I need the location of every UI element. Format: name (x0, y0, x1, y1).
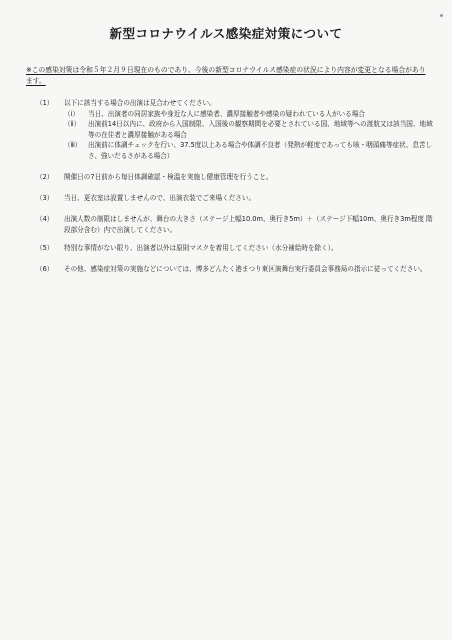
sub-item-3 (64, 140, 436, 161)
item-number: （6） (36, 265, 54, 273)
item-number: （5） (36, 244, 54, 252)
page-title: 新型コロナウイルス感染症対策について (109, 26, 343, 41)
item-text: 特別な事情がない限り、出演者以外は原則マスクを着用してください（水分補給時を除く）。 (64, 244, 338, 252)
item-text: 当日、更衣室は設置しませんので、出演衣装でご来場ください。 (64, 194, 256, 202)
sub-item-text: 当日、出演者の同居家族や身近な人に感染者、濃厚接触者や感染の疑われている人がいる場合 (88, 109, 365, 118)
item-body (64, 98, 436, 161)
sub-item-mark: （ⅲ） (64, 141, 82, 149)
scan-speck (440, 14, 443, 17)
disclaimer-note: ※この感染対策は令和５年２月９日現在のものであり、今後の新型コロナウイルス感染症の状況により内容が変更となる場合があります。 (26, 66, 426, 85)
sub-item-mark: （ⅰ） (64, 109, 80, 118)
sub-item-text: 出演前に体調チェックを行い、37.5度以上ある場合や体調不良者（発熱が軽度であっても咳・咽頭痛等症状、息苦しさ、強いだるさがある場合） (88, 141, 433, 160)
item-text: 以下に該当する場合の出演は見合わせてください。 (64, 99, 216, 107)
sub-item-2 (64, 119, 436, 140)
item-text: 出演人数の制限はしませんが、舞台の大きさ（ステージ上幅10.0m、奥行き5m）＋（ステージ下幅10m、奥行き3m程度 階段部分含む）内で出演してください。 (64, 215, 433, 234)
sub-item-mark: （ⅱ） (64, 120, 81, 128)
item-text: その他、感染症対策の実施などについては、博多どんたく港まつり東区演舞台実行委員会事務局の指示に従ってください。 (64, 265, 427, 273)
item-number: （3） (36, 194, 54, 202)
sub-item-1 (64, 109, 436, 120)
item-text: 開催日の7日前から毎日体調確認・検温を実施し健康管理を行うこと。 (64, 173, 273, 181)
sub-item-text: 出演前14日以内に、政府から入国制限、入国後の観察期間を必要とされている国、地域等への渡航又は該当国、地域等の在住者と濃厚接触がある場合 (88, 120, 433, 139)
item-number: （4） (36, 215, 54, 223)
item-number: （2） (36, 173, 54, 181)
item-number: （1） (36, 99, 54, 107)
